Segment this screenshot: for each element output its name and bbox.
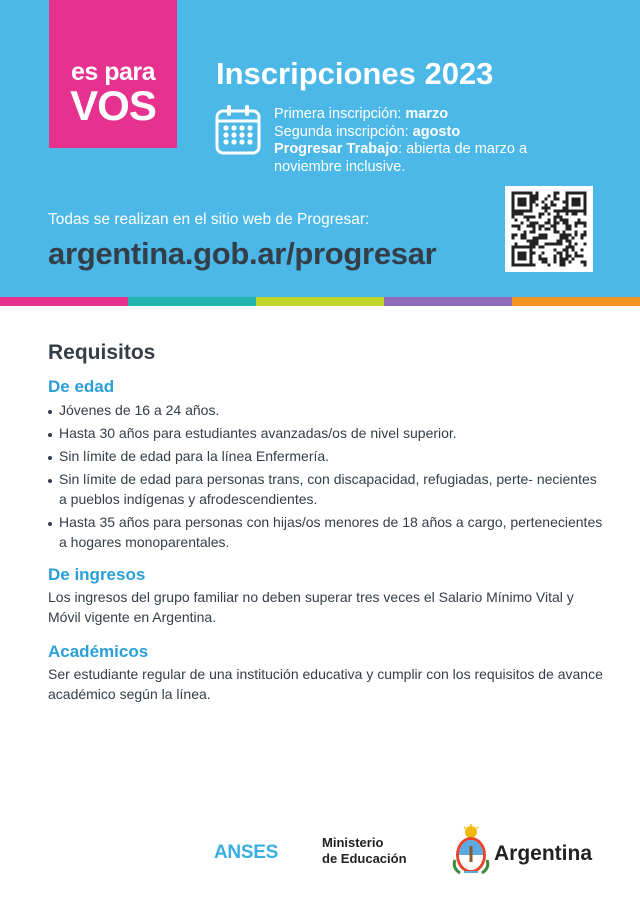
anses-logo: ANSES: [214, 842, 278, 863]
stripe-purple: [384, 297, 512, 306]
qr-code: [505, 186, 593, 272]
age-title: De edad: [48, 377, 115, 396]
income-text: Los ingresos del grupo familiar no deben superar tres veces el Salario Mínimo Vital y Móvil vigente en Argentina.: [48, 589, 574, 625]
date-trabajo: Progresar Trabajo: abierta de marzo a noviembre inclusive.: [274, 141, 528, 175]
ministerio-line1: Ministerio: [322, 835, 384, 850]
list-item: Hasta 30 años para estudiantes avanzadas/os de nivel superior.: [48, 423, 608, 443]
income-title: De ingresos: [48, 565, 146, 584]
badge-line1: es para: [70, 58, 156, 86]
web-url[interactable]: argentina.gob.ar/progresar: [48, 236, 437, 271]
ministerio-logo: [322, 835, 407, 867]
academic-text: Ser estudiante regular de una institución educativa y cumplir con los requisitos de avance académico según la línea.: [48, 666, 603, 702]
web-intro: Todas se realizan en el sitio web de Progresar:: [48, 211, 370, 228]
es-para-vos-badge: [49, 0, 177, 148]
stripe-lime: [256, 297, 384, 306]
list-item: Hasta 35 años para personas con hijas/os menores de 18 años a cargo, pertenecientes a hogares monoparentales.: [48, 512, 608, 552]
page-title: Inscripciones 2023: [216, 56, 494, 91]
requirements-title: Requisitos: [48, 341, 156, 364]
stripe-pink: [0, 297, 128, 306]
calendar-icon: [215, 103, 261, 155]
list-item: Sin límite de edad para la línea Enfermería.: [48, 446, 608, 466]
header-banner: [0, 0, 640, 297]
ministerio-line2: de Educación: [322, 851, 407, 866]
stripe-teal: [128, 297, 256, 306]
date-first: Primera inscripción: marzo: [274, 106, 449, 122]
stripe-orange: [512, 297, 640, 306]
registration-dates: [274, 106, 574, 176]
requirements-section: [48, 338, 608, 704]
badge-line2: VOS: [70, 82, 156, 129]
age-list: [48, 400, 608, 552]
academic-title: Académicos: [48, 642, 149, 661]
argentina-logo-text: Argentina: [494, 842, 593, 865]
color-stripes: [0, 297, 640, 306]
coat-of-arms-icon: [452, 824, 490, 876]
date-second: Segunda inscripción: agosto: [274, 123, 461, 140]
list-item: Sin límite de edad para personas trans, con discapacidad, refugiadas, perte- necientes a pueblos indígenas y afrodescendientes.: [48, 469, 608, 509]
list-item: Jóvenes de 16 a 24 años.: [48, 400, 608, 420]
